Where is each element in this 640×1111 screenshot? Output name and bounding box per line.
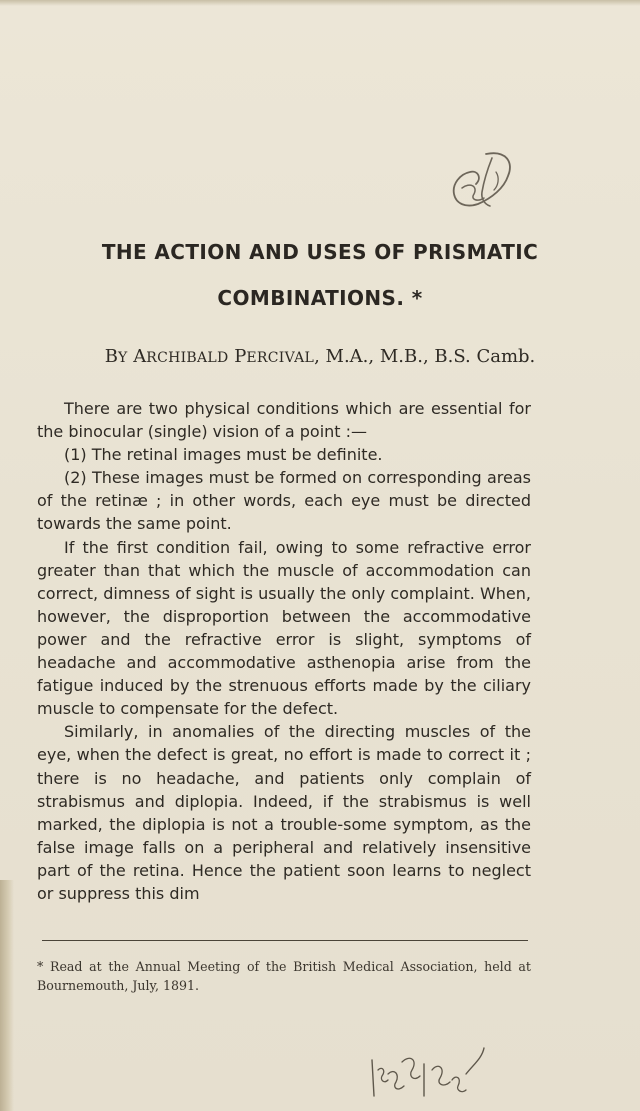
title-line-2: COMBINATIONS. *	[217, 286, 423, 310]
byline-last-name-initial: P	[234, 346, 247, 367]
paragraph-1: There are two physical conditions which are essential for the binocular (single) vision of a point :—	[37, 399, 531, 442]
title-line-1: THE ACTION AND USES OF PRISMATIC	[101, 240, 539, 264]
paragraph-4: If the first condition fail, owing to some refractive error greater than that which the muscle of accommodation can correct, dimness of sight is usually the only complaint. When, however, the disproportion between the accommodative power and the refractive error is slight, symptoms of headache and accommodative asthenopia arise from the fatigue induced by the strenuous efforts made by the ciliary muscle to compensate for the defect.	[37, 537, 531, 719]
byline-by-initial: B	[104, 346, 118, 367]
author-byline	[0, 346, 640, 367]
footnote-divider	[42, 940, 528, 941]
paragraph-3: (2) These images must be formed on corresponding areas of the retinæ ; in other words, each eye must be directed towards the same point.	[37, 468, 531, 534]
page-top-edge	[0, 0, 640, 6]
library-monogram-stamp-icon	[448, 148, 518, 214]
paragraph-5: Similarly, in anomalies of the directing muscles of the eye, when the defect is great, no effort is made to correct it ; there is no headache, and patients only complain of strabismus and diplopia. Indeed, if the strabismus is well marked, the diplopia is not a trouble-some symptom, as the false image falls on a peripheral and relatively insensitive part of the retina. Hence the patient soon learns to neglect or suppress this dim	[37, 722, 531, 903]
byline-last-name-rest: ERCIVAL	[246, 350, 315, 366]
byline-first-name-initial: A	[133, 346, 147, 367]
article-body	[37, 397, 531, 905]
footnote: * Read at the Annual Meeting of the British Medical Association, held at Bournemouth, July, 1891.	[37, 959, 531, 993]
paragraph-2: (1) The retinal images must be definite.	[64, 445, 383, 465]
page-spine-shadow	[0, 880, 14, 1111]
byline-credentials: , M.A., M.B., B.S. Camb.	[314, 346, 536, 367]
byline-by-rest: Y	[117, 350, 128, 366]
handwritten-shelfmark-icon	[366, 1040, 486, 1100]
byline-first-name-rest: RCHIBALD	[146, 350, 229, 366]
